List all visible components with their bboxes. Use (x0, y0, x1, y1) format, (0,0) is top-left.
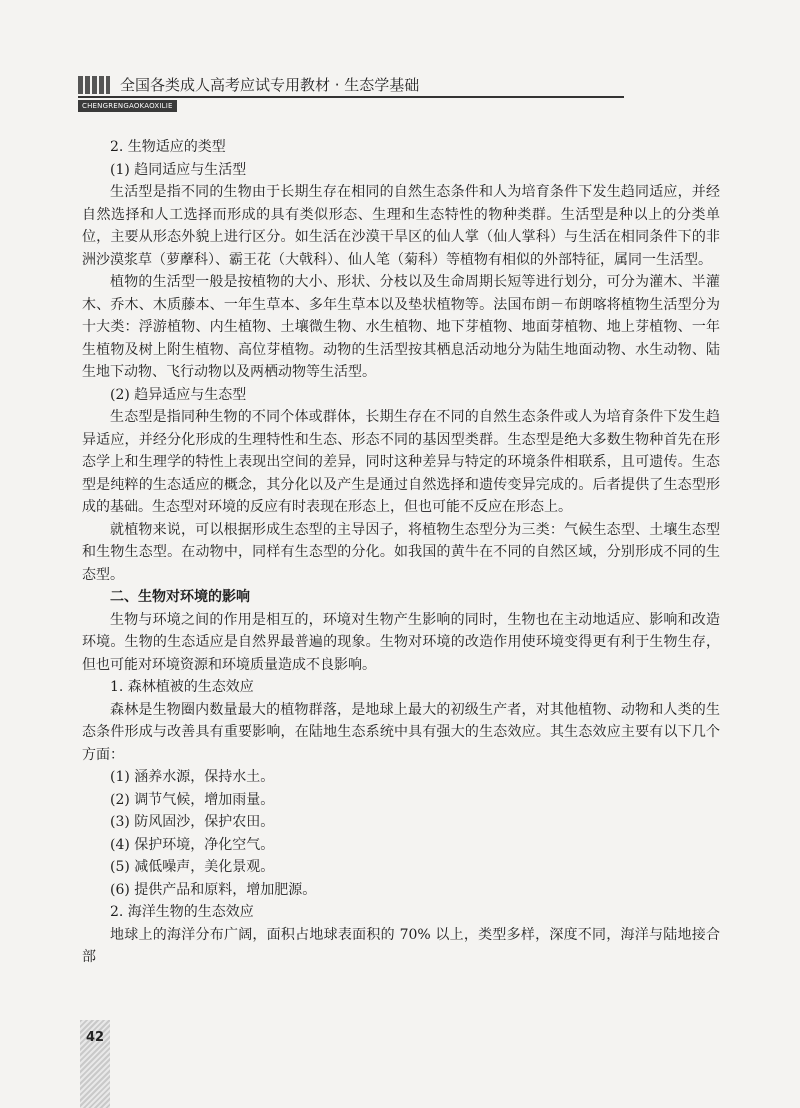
subheading-convergent: (1) 趋同适应与生活型 (110, 161, 247, 178)
header-rule (78, 96, 624, 98)
paragraph: 森林是生物圈内数量最大的植物群落，是地球上最大的初级生产者，对其他植物、动物和人类的生态条件形成与改善具有重要影响，在陆地生态系统中具有强大的生态效应。其生态效应主要有以下几个方面： (82, 701, 720, 763)
paragraph: 就植物来说，可以根据形成生态型的主导因子，将植物生态型分为三类：气候生态型、土壤生态型和生物生态型。在动物中，同样有生态型的分化。如我国的黄牛在不同的自然区域，分别形成不同的生态型。 (82, 521, 720, 583)
list-item: (3) 防风固沙，保护农田。 (110, 814, 275, 830)
subheading-forest: 1. 森林植被的生态效应 (110, 679, 254, 695)
subheading-ocean: 2. 海洋生物的生态效应 (110, 904, 254, 920)
list-item: (2) 调节气候，增加雨量。 (110, 791, 275, 808)
paragraph: 生物与环境之间的作用是相互的，环境对生物产生影响的同时，生物也在主动地适应、影响和改造环境。生物的生态适应是自然界最普遍的现象。生物对环境的改造作用使环境变得更有利于生物生存，但也可能对环境资源和环境质量造成不良影响。 (82, 611, 720, 673)
paragraph: 地球上的海洋分布广阔，面积占地球表面积的 70% 以上，类型多样，深度不同，海洋与陆地接合部 (82, 926, 720, 965)
subheading-adaptation-types: 2. 生物适应的类型 (110, 139, 226, 155)
list-item: (5) 减低噪声，美化景观。 (110, 859, 275, 875)
paragraph: 生活型是指不同的生物由于长期生存在相同的自然生态条件和人为培育条件下发生趋同适应，并经自然选择和人工选择而形成的具有类似形态、生理和生态特性的物种类群。生活型是种以上的分类单位，主要从形态外貌上进行区分。如生活在沙漠干旱区的仙人掌（仙人掌科）与生活在相同条件下的非洲沙漠浆草（萝藦科）、霸王花（大戟科）、仙人笔（菊科）等植物有相似的外部特征，属同一生活型。 (82, 184, 720, 268)
page-body (82, 136, 720, 969)
paragraph: 植物的生活型一般是按植物的大小、形状、分枝以及生命周期长短等进行划分，可分为灌木、半灌木、乔木、木质藤本、一年生草本、多年生草本以及垫状植物等。法国布朗－布朗喀将植物生活型分为十大类：浮游植物、内生植物、土壤微生物、水生植物、地下芽植物、地面芽植物、地上芽植物、一年生植物及树上附生植物、高位芽植物。动物的生活型按其栖息活动地分为陆生地面动物、水生动物、陆生地下动物、飞行动物以及两栖动物等生活型。 (82, 274, 720, 380)
list-item: (4) 保护环境，净化空气。 (110, 836, 275, 853)
page-number: 42 (85, 1030, 105, 1045)
subheading-divergent: (2) 趋异适应与生态型 (110, 386, 247, 403)
header-decoration (78, 76, 110, 94)
header-title: 全国各类成人高考应试专用教材 · 生态学基础 (120, 76, 420, 94)
forest-effects-list (82, 766, 720, 901)
header-series-label: CHENGRENGAOKAOXILIE (78, 100, 177, 112)
paragraph: 生态型是指同种生物的不同个体或群体，长期生存在不同的自然生态条件或人为培育条件下发生趋异适应，并经分化形成的生理特性和生态、形态不同的基因型类群。生态型是绝大多数生物种首先在形态学上和生理学的特性上表现出空间的差异，同时这种差异与特定的环境条件相联系，且可遗传。生态型是纯粹的生态适应的概念，其分化以及产生是通过自然选择和遗传变异完成的。后者提供了生态型形成的基础。生态型对环境的反应有时表现在形态上，但也可能不反应在形态上。 (82, 409, 720, 515)
running-header (78, 74, 624, 120)
list-item: (1) 涵养水源，保持水土。 (110, 769, 275, 785)
section-heading: 二、生物对环境的影响 (110, 589, 250, 605)
list-item: (6) 提供产品和原料，增加肥源。 (110, 881, 317, 898)
